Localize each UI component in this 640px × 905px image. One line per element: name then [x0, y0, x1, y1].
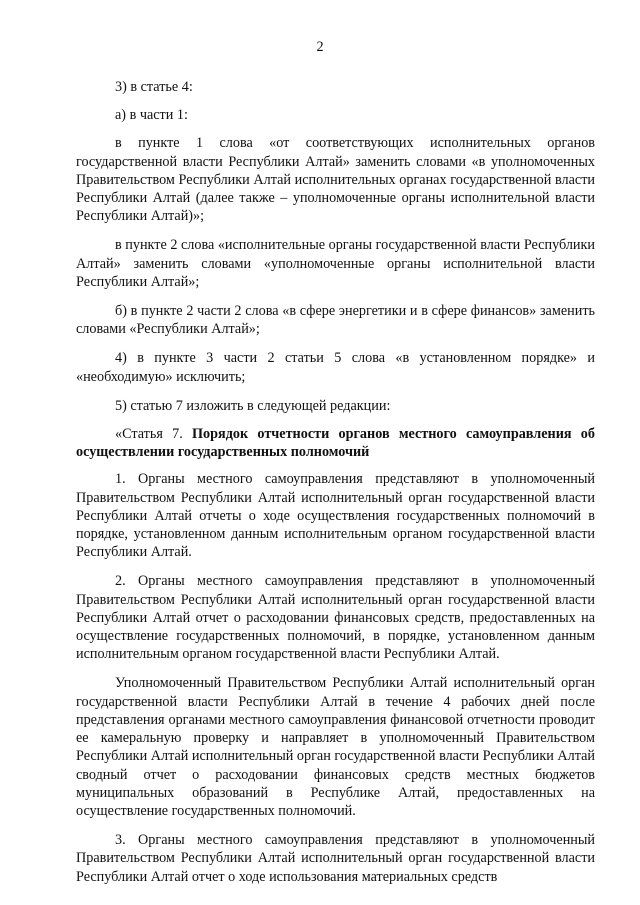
page-number: 2 [316, 39, 324, 55]
article-part-2-continuation: Уполномоченный Правительством Республики Алтай исполнительный орган государственной власти Республики Алтай в течение 4 рабочих дней после представления органами местного самоуправления финансовой отчетности проводит ее камеральную проверку и направляет в уполномоченный Правительством Республики Алтай исполнительный орган государственной власти Республики Алтай сводный отчет о расходовании финансовых средств местных бюджетов муниципальных образований в Республике Алтай, предоставленных на осуществление государственных полномочий. [76, 675, 595, 819]
amendment-subitem-b: б) в пункте 2 части 2 слова «в сфере энергетики и в сфере финансов» заменить словами «Республики Алтай»; [76, 303, 595, 338]
article-title: Порядок отчетности органов местного самоуправления об осуществлении государственных полномочий [76, 426, 595, 461]
article-part-2: 2. Органы местного самоуправления представляют в уполномоченный Правительством Республики Алтай исполнительный орган государственной власти Республики Алтай отчет о расходовании финансовых средств, предоставленных на осуществление государственных полномочий, в порядке, установленном данным исполнительным органом государственной власти Республики Алтай. [76, 573, 595, 663]
amendment-point-1: в пункте 1 слова «от соответствующих исполнительных органов государственной власти Республики Алтай» заменить словами «в уполномоченных Правительством Республики Алтай исполнительных органах государственной власти Республики Алтай (далее также – уполномоченные органы исполнительной власти Республики Алтай)»; [76, 135, 595, 225]
amendment-subitem-a: а) в части 1: [115, 107, 188, 124]
article-part-3: 3. Органы местного самоуправления представляют в уполномоченный Правительством Республики Алтай исполнительный орган государственной власти Республики Алтай отчет о ходе использования материальных средств [76, 832, 595, 885]
amendment-item-3: 3) в статье 4: [115, 79, 193, 95]
document-body [76, 78, 595, 897]
article-prefix: «Статья 7. [115, 426, 193, 443]
amendment-item-4: 4) в пункте 3 части 2 статьи 5 слова «в установленном порядке» и «необходимую» исключить; [76, 350, 595, 385]
amendment-point-2: в пункте 2 слова «исполнительные органы государственной власти Республики Алтай» заменить словами «уполномоченные органы исполнительной власти Республики Алтай»; [76, 237, 595, 290]
amendment-item-5: 5) статью 7 изложить в следующей редакции: [115, 397, 391, 414]
article-part-1: 1. Органы местного самоуправления представляют в уполномоченный Правительством Республики Алтай исполнительный орган государственной власти Республики Алтай отчеты о ходе осуществления государственных полномочий в порядке, установленном данным исполнительным органом государственной власти Республики Алтай. [76, 471, 595, 561]
article-heading [76, 425, 595, 461]
